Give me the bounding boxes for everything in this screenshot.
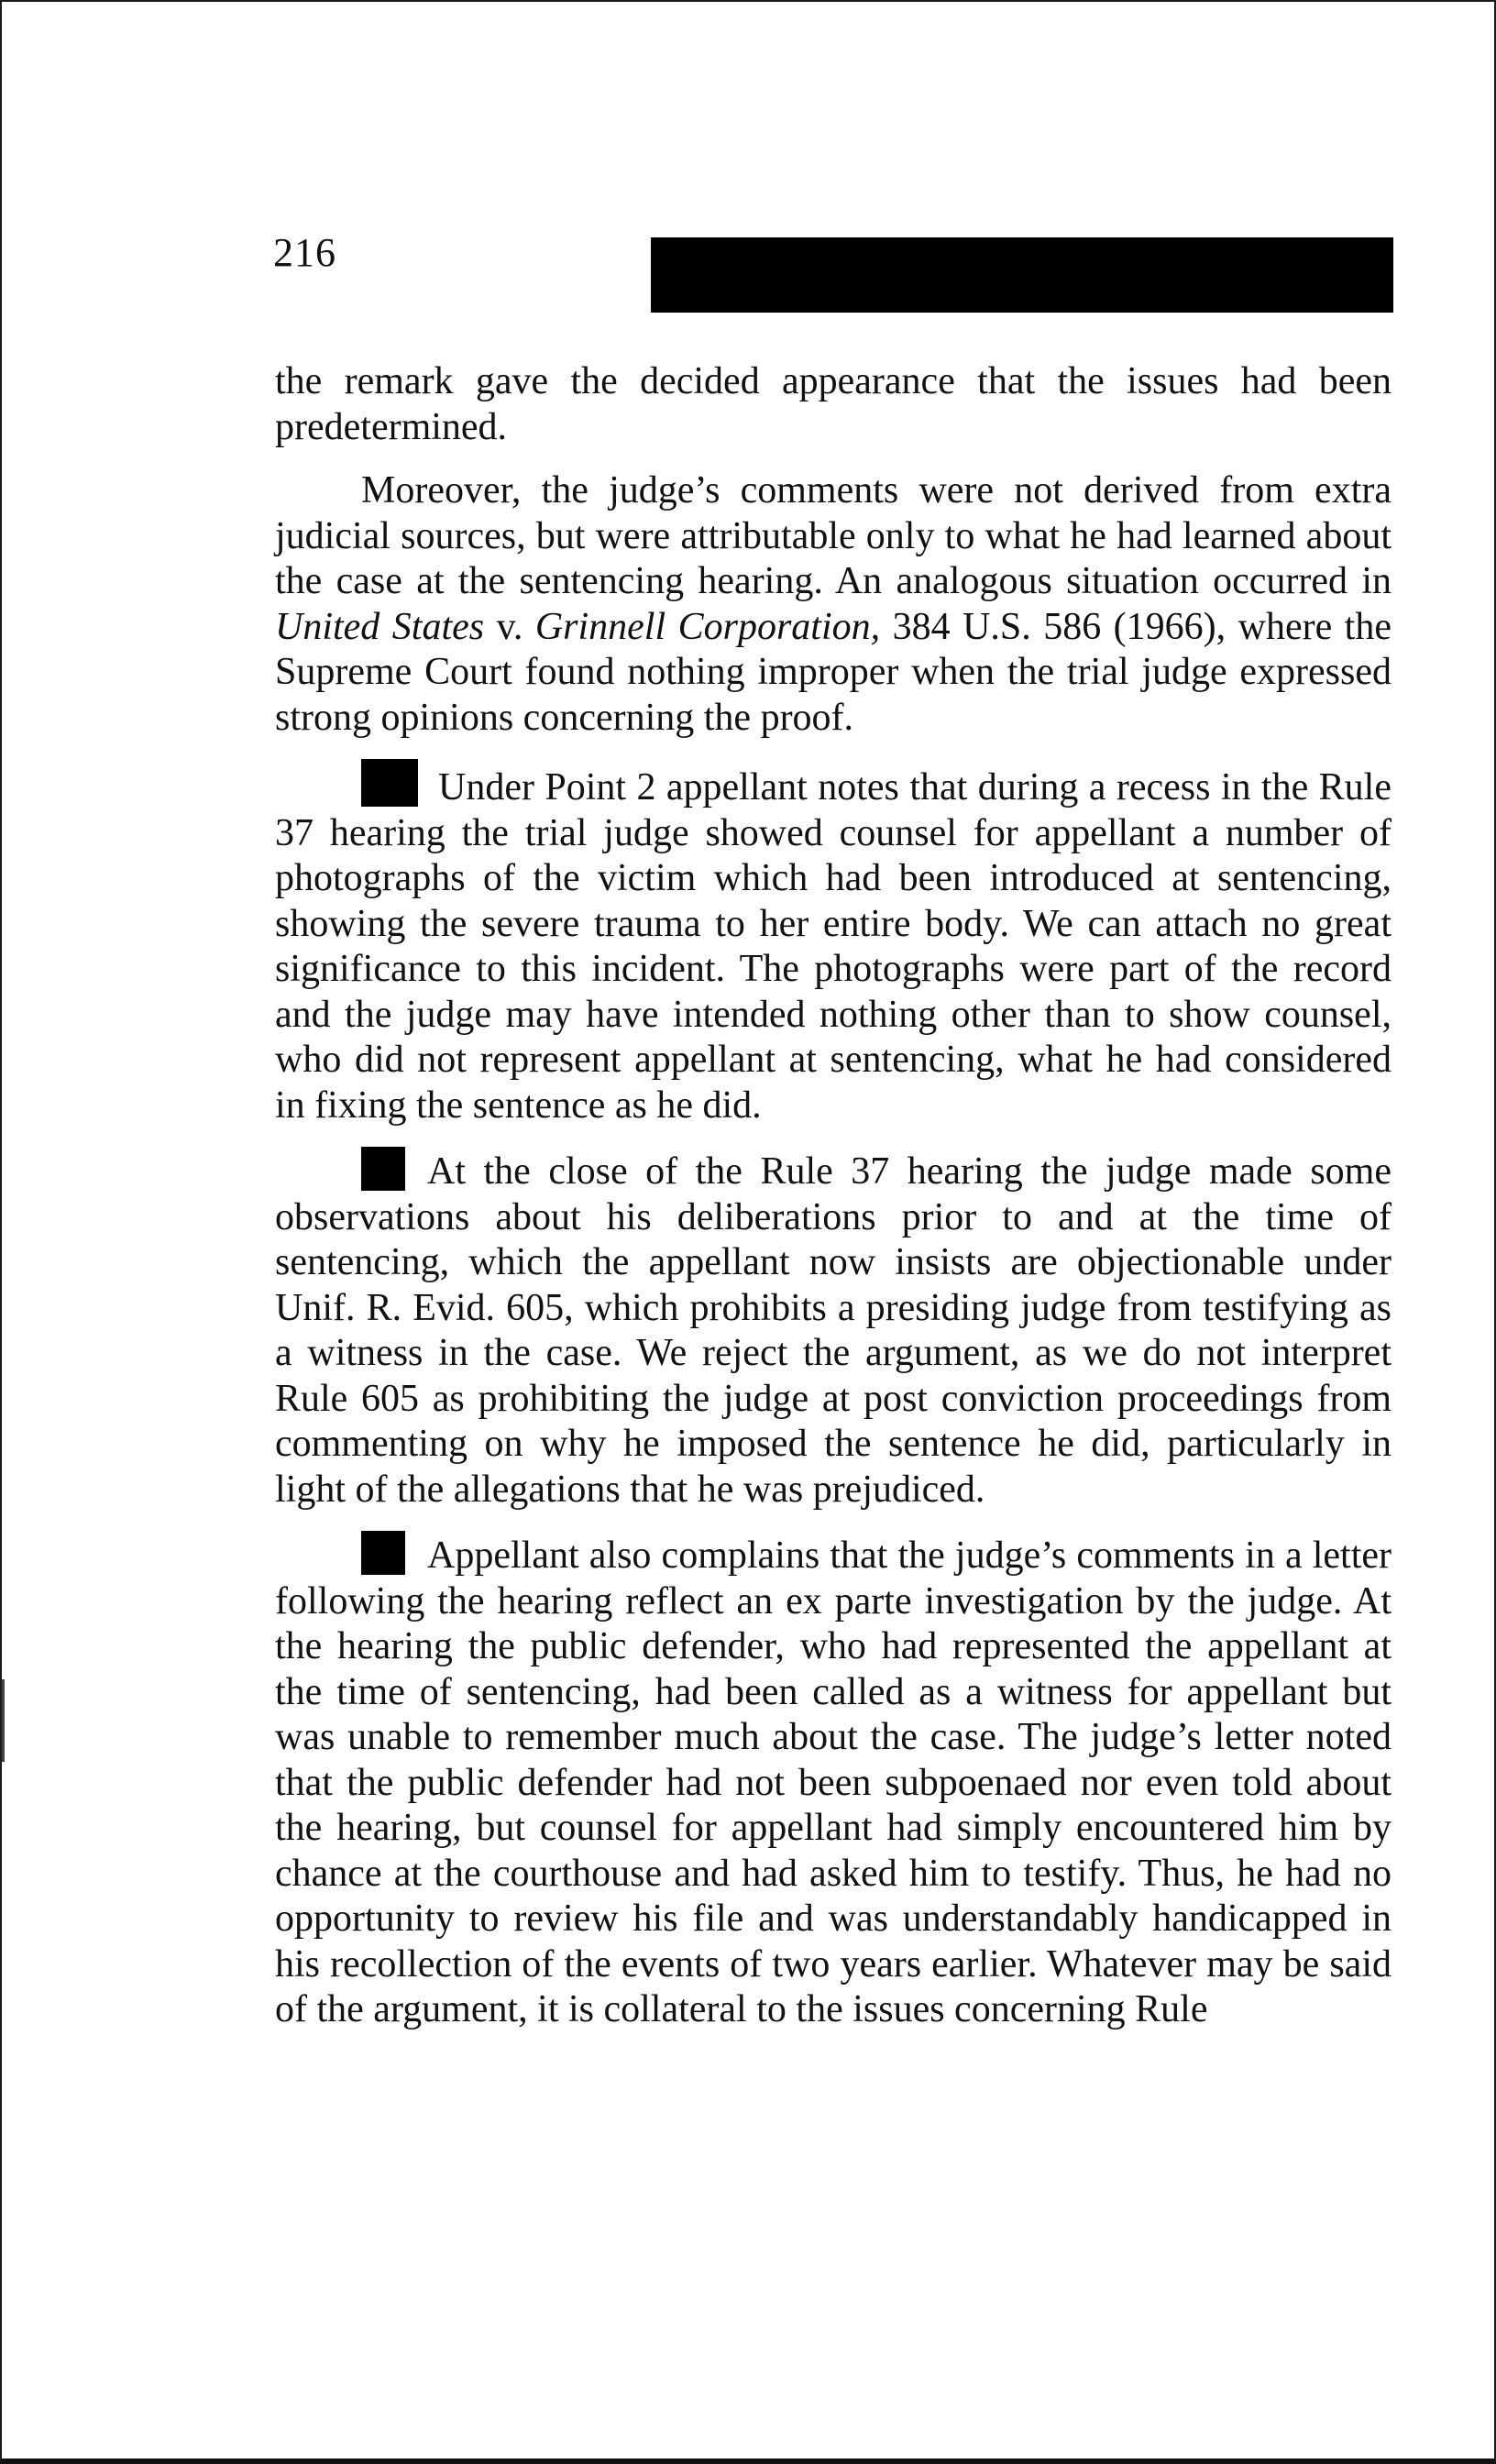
- scan-edge-mark: [2, 1679, 5, 1762]
- paragraph-4-text: At the close of the Rule 37 hearing the judge made some observations about his deliberations prior to and at the time of sentencing, which the appellant now insists are objectionable under Unif. R. Evid. 605, which prohibits a presiding judge from testifying as a witness in the case. We reject the argument, as we do not interpret Rule 605 as prohibiting the judge at post conviction proceedings from commenting on why he imposed the sentence he did, particularly in light of the allegations that he was prejudiced.: [275, 1150, 1392, 1511]
- paragraph-4: [275, 1147, 1392, 1512]
- versus-text: v.: [484, 605, 535, 648]
- paragraph-3-text: Under Point 2 appellant notes that during a recess in the Rule 37 hearing the trial judge showed counsel for appellant a number of photographs of the victim which had been introduced at sentencing, showing the severe trauma to her entire body. We can attach no great significance to this incident. The photographs were part of the record and the judge may have intended nothing other than to show counsel, who did not represent appellant at sentencing, what he had considered in fixing the sentence as he did.: [275, 766, 1392, 1127]
- paragraph-2-text-after: 384 U.S. 586 (1966), where the Supreme Court found nothing improper when the trial judge expressed strong opinions concerning the proof.: [275, 605, 1392, 739]
- page-number: 216: [273, 230, 336, 275]
- paragraph-3: [275, 759, 1392, 1128]
- headnote-redaction-mark: [361, 1147, 405, 1191]
- paragraph-5: [275, 1531, 1392, 2033]
- header-redaction-block: [651, 237, 1393, 313]
- case-name-united-states: United States: [275, 605, 485, 648]
- case-name-grinnell: Grinnell Corporation,: [534, 605, 881, 648]
- paragraph-1: the remark gave the decided appearance that the issues had been predetermined.: [275, 360, 1392, 448]
- paragraph-2-text-before: Moreover, the judge’s comments were not derived from extra judicial sources, but were attributable only to what he had learned about the case at the sentencing hearing. An analogous situation occurred in: [275, 469, 1392, 602]
- paragraph-5-text: Appellant also complains that the judge’s comments in a letter following the hearing reflect an ex parte investigation by the judge. At the hearing the public defender, who had represented the appellant at the time of sentencing, had been called as a witness for appellant but was unable to remember much about the case. The judge’s letter noted that the public defender had not been subpoenaed nor even told about the hearing, but counsel for appellant had simply encountered him by chance at the courthouse and had asked him to testify. Thus, he had no opportunity to review his file and was understandably handicapped in his recollection of the events of two years earlier. Whatever may be said of the argument, it is collateral to the issues concerning Rule: [275, 1534, 1392, 2030]
- paragraph-2: [275, 468, 1392, 741]
- body-text: [275, 359, 1392, 2052]
- headnote-redaction-mark: [361, 759, 418, 807]
- headnote-redaction-mark: [361, 1531, 405, 1575]
